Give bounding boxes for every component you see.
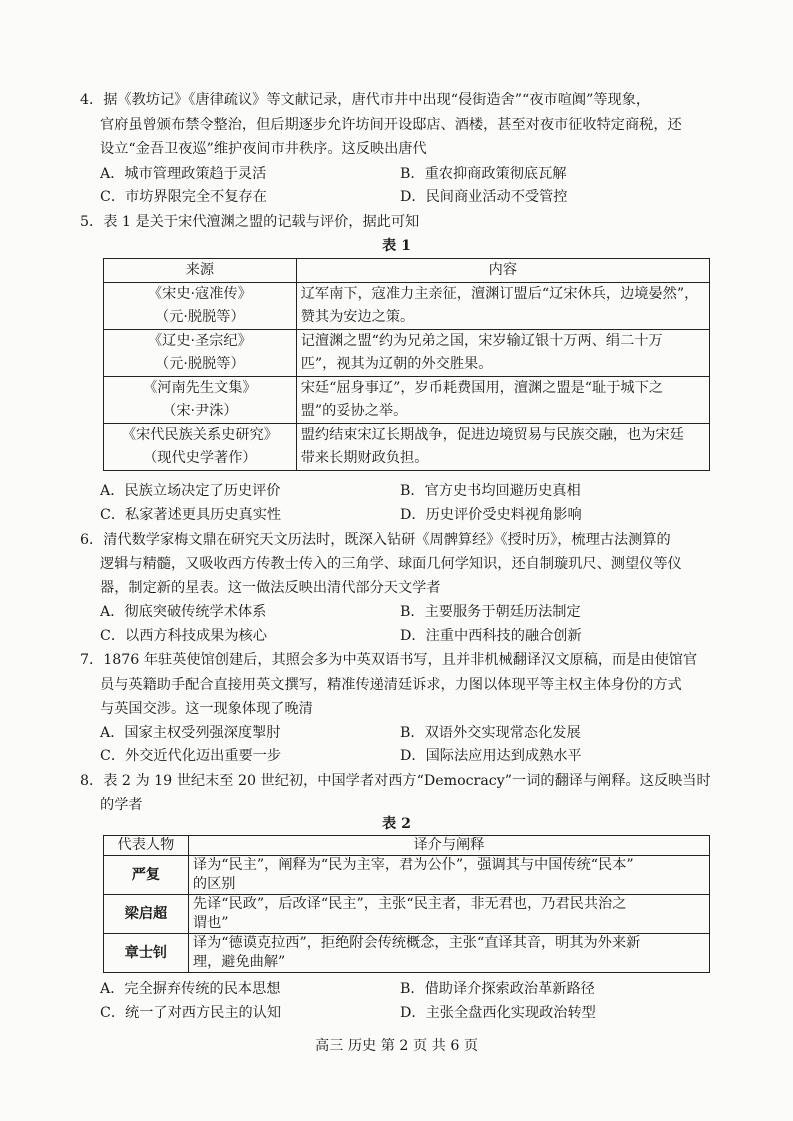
source-title: 《辽史·圣宗纪》 xyxy=(147,333,252,349)
q7-option-b: B．双语外交实现常态化发展 xyxy=(400,725,581,741)
table-2-caption: 表 2 xyxy=(382,816,411,832)
content-line: 盟约结束宋辽长期战争，促进边境贸易与民族交融，也为宋廷 xyxy=(300,427,684,443)
page-footer: 高三 历史 第 2 页 共 6 页 xyxy=(314,1038,479,1054)
table-1-caption: 表 1 xyxy=(382,238,411,254)
content-line: 辽军南下，寇准力主亲征，澶渊订盟后“辽宋休兵，边境晏然”， xyxy=(300,286,699,302)
table-row xyxy=(104,424,710,471)
table-1-source-cell xyxy=(104,283,297,330)
content-line: 盟”的妥协之举。 xyxy=(300,403,408,419)
q7-stem-line-2: 员与英籍助手配合直接用英文撰写，精准传递清廷诉求，力图以体现平等主权主体身份的方式 xyxy=(100,677,682,693)
q4-stem-line-3: 设立“金吾卫夜巡”维护夜间市井秩序。这反映出唐代 xyxy=(100,141,427,157)
content-line: 理，避免曲解” xyxy=(192,954,286,970)
q4-option-c: C．市坊界限完全不复存在 xyxy=(100,189,267,205)
table-2-content-cell xyxy=(188,856,709,895)
table-1-source-cell xyxy=(104,377,297,424)
source-title: 《河南先生文集》 xyxy=(143,380,257,396)
q6-stem-line-1: 6．清代数学家梅文鼎在研究天文历法时，既深入钻研《周髀算经》《授时历》，梳理古法测算的 xyxy=(80,532,671,548)
q8-stem-line-1: 8．表 2 为 19 世纪末至 20 世纪初，中国学者对西方“Democracy”一词的翻译与阐释。这反映当时 xyxy=(80,773,711,789)
table-1-content-cell xyxy=(296,283,709,330)
content-line: 记澶渊之盟“约为兄弟之国，宋岁输辽银十万两、绢二十万 xyxy=(300,333,663,349)
content-line: 先译“民政”，后改译“民主”，主张“民主者，非无君也，乃君民共治之 xyxy=(192,896,627,912)
q4-stem-line-1: 4．据《教坊记》《唐律疏议》等文献记录，唐代市井中出现“侵街造舍”“夜市喧阗”等现象， xyxy=(80,92,651,108)
content-line: 宋廷“屈身事辽”，岁币耗费国用，澶渊之盟是“耻于城下之 xyxy=(300,380,663,396)
content-line: 的区别 xyxy=(192,876,236,892)
q8-stem-line-2: 的学者 xyxy=(100,797,143,813)
q4-option-a: A．城市管理政策趋于灵活 xyxy=(100,166,267,182)
table-row xyxy=(104,934,710,973)
table-row xyxy=(104,283,710,330)
source-author: （元·脱脱等） xyxy=(155,309,245,325)
table-2 xyxy=(103,835,710,973)
table-2-header-row xyxy=(104,836,710,856)
table-row xyxy=(104,330,710,377)
q4-stem-line-2: 官府虽曾颁布禁令整治，但后期逐步允许坊间开设邸店、酒楼，甚至对夜市征收特定商税，还 xyxy=(100,117,682,133)
q8-option-a: A．完全摒弃传统的民本思想 xyxy=(100,981,281,997)
source-title: 《宋代民族关系史研究》 xyxy=(121,427,278,443)
table-2-header-person: 代表人物 xyxy=(104,836,189,856)
content-line: 谓也” xyxy=(192,915,229,931)
q5-stem-line-1: 5．表 1 是关于宋代澶渊之盟的记载与评价，据此可知 xyxy=(80,214,420,230)
table-1-source-cell xyxy=(104,424,297,471)
q6-option-c: C．以西方科技成果为核心 xyxy=(100,628,267,644)
q8-option-c: C．统一了对西方民主的认知 xyxy=(100,1005,282,1021)
source-author: （现代史学著作） xyxy=(143,450,257,466)
table-1-content-cell xyxy=(296,377,709,424)
table-row xyxy=(104,377,710,424)
table-1 xyxy=(103,258,710,471)
table-1-header-content: 内容 xyxy=(296,259,709,283)
q6-option-d: D．注重中西科技的融合创新 xyxy=(400,628,582,644)
q6-stem-line-2: 逻辑与精髓，又吸收西方传教士传入的三角学、球面几何学知识，还自制璇玑尺、测望仪等仪 xyxy=(100,556,682,572)
q5-option-a: A．民族立场决定了历史评价 xyxy=(100,483,281,499)
content-line: 赞其为安边之策。 xyxy=(300,309,415,325)
q5-option-d: D．历史评价受史料视角影响 xyxy=(400,507,582,523)
table-1-header-row xyxy=(104,259,710,283)
table-1-header-source: 来源 xyxy=(104,259,297,283)
q7-option-a: A．国家主权受列强深度掣肘 xyxy=(100,725,281,741)
table-1-content-cell xyxy=(296,330,709,377)
q8-option-b: B．借助译介探索政治革新路径 xyxy=(400,981,595,997)
q8-option-d: D．主张全盘西化实现政治转型 xyxy=(400,1005,596,1021)
table-2-content-cell xyxy=(188,895,709,934)
q7-stem-line-1: 7．1876 年驻英使馆创建后，其照会多为中英双语书写，且并非机械翻译汉文原稿，而是由使馆官 xyxy=(80,652,698,668)
table-2-header-content: 译介与阐释 xyxy=(188,836,709,856)
q6-stem-line-3: 器，制定新的星表。这一做法反映出清代部分天文学者 xyxy=(100,580,441,596)
q5-option-b: B．官方史书均回避历史真相 xyxy=(400,483,581,499)
content-line: 译为“德谟克拉西”，拒绝附会传统概念，主张“直译其音，明其为外来新 xyxy=(192,935,641,951)
q5-option-c: C．私家著述更具历史真实性 xyxy=(100,507,282,523)
q4-option-d: D．民间商业活动不受管控 xyxy=(400,189,568,205)
q7-option-c: C．外交近代化迈出重要一步 xyxy=(100,748,282,764)
content-line: 匹”，视其为辽朝的外交胜果。 xyxy=(300,356,493,372)
table-row xyxy=(104,895,710,934)
source-author: （元·脱脱等） xyxy=(155,356,245,372)
table-1-content-cell xyxy=(296,424,709,471)
q7-option-d: D．国际法应用达到成熟水平 xyxy=(400,748,582,764)
q4-option-b: B．重农抑商政策彻底瓦解 xyxy=(400,166,567,182)
content-line: 译为“民主”，阐释为“民为主宰，君为公仆”，强调其与中国传统“民本” xyxy=(192,857,634,873)
source-title: 《宋史·寇准传》 xyxy=(147,286,252,302)
table-1-source-cell xyxy=(104,330,297,377)
source-author: （宋·尹洙） xyxy=(162,403,238,419)
content-line: 带来长期财政负担。 xyxy=(300,450,429,466)
table-2-person-cell: 章士钊 xyxy=(104,934,189,973)
table-2-person-cell: 严复 xyxy=(104,856,189,895)
q6-option-a: A．彻底突破传统学术体系 xyxy=(100,604,267,620)
table-2-person-cell: 梁启超 xyxy=(104,895,189,934)
q6-option-b: B．主要服务于朝廷历法制定 xyxy=(400,604,581,620)
q7-stem-line-3: 与英国交涉。这一现象体现了晚清 xyxy=(100,701,313,717)
table-row xyxy=(104,856,710,895)
table-2-content-cell xyxy=(188,934,709,973)
